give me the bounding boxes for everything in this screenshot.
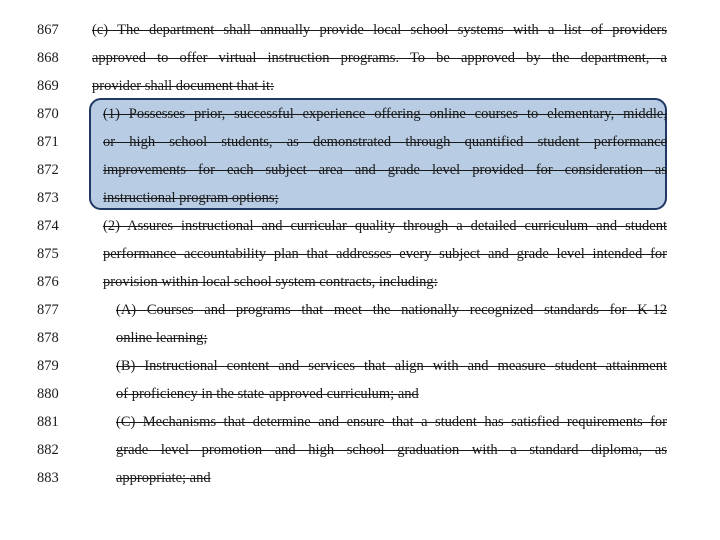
document-line: [0, 216, 720, 244]
line-text: appropriate; and: [116, 470, 211, 486]
document-line: [0, 384, 720, 412]
line-text: provider shall document that it:: [92, 78, 275, 94]
line-number: 873: [37, 190, 59, 206]
line-number: 868: [37, 50, 59, 66]
line-number: 867: [37, 22, 59, 38]
line-text: (C) Mechanisms that determine and ensure that a student has satisfied requirements for: [116, 414, 667, 430]
line-number: 869: [37, 78, 59, 94]
line-text: (c) The department shall annually provide local school systems with a list of providers: [92, 22, 667, 38]
line-text: improvements for each subject area and grade level provided for consideration as: [103, 162, 667, 178]
line-text: (1) Possesses prior, successful experience offering online courses to elementary, middle,: [103, 106, 667, 122]
document-line: [0, 76, 720, 104]
line-number: 878: [37, 330, 59, 346]
line-text: approved to offer virtual instruction programs. To be approved by the department, a: [92, 50, 667, 66]
line-number: 879: [37, 358, 59, 374]
document-line: [0, 160, 720, 188]
document-line: [0, 356, 720, 384]
line-text: of proficiency in the state-approved curriculum; and: [116, 386, 419, 402]
line-text: (2) Assures instructional and curricular quality through a detailed curriculum and student: [103, 218, 667, 234]
line-number: 874: [37, 218, 59, 234]
line-number: 876: [37, 274, 59, 290]
line-text: (B) Instructional content and services that align with and measure student attainment: [116, 358, 667, 374]
line-text: (A) Courses and programs that meet the nationally recognized standards for K-12: [116, 302, 667, 318]
document-line: [0, 300, 720, 328]
document-line: [0, 412, 720, 440]
line-number: 872: [37, 162, 59, 178]
line-number: 883: [37, 470, 59, 486]
line-text: provision within local school system contracts, including:: [103, 274, 438, 290]
document-line: [0, 440, 720, 468]
line-text: grade level promotion and high school graduation with a standard diploma, as: [116, 442, 667, 458]
line-number: 871: [37, 134, 59, 150]
line-number: 870: [37, 106, 59, 122]
document-line: [0, 20, 720, 48]
line-number: 875: [37, 246, 59, 262]
document-line: [0, 272, 720, 300]
document-line: [0, 48, 720, 76]
document-line: [0, 188, 720, 216]
line-text: instructional program options;: [103, 190, 279, 206]
line-number: 881: [37, 414, 59, 430]
line-number: 880: [37, 386, 59, 402]
line-text: online learning;: [116, 330, 208, 346]
document-line: [0, 132, 720, 160]
line-text: performance accountability plan that addresses every subject and grade level intended for: [103, 246, 667, 262]
document-line: [0, 328, 720, 356]
document-line: [0, 104, 720, 132]
document-line: [0, 244, 720, 272]
line-text: or high school students, as demonstrated through quantified student performance: [103, 134, 667, 150]
line-number: 882: [37, 442, 59, 458]
line-number: 877: [37, 302, 59, 318]
document-line: [0, 468, 720, 496]
